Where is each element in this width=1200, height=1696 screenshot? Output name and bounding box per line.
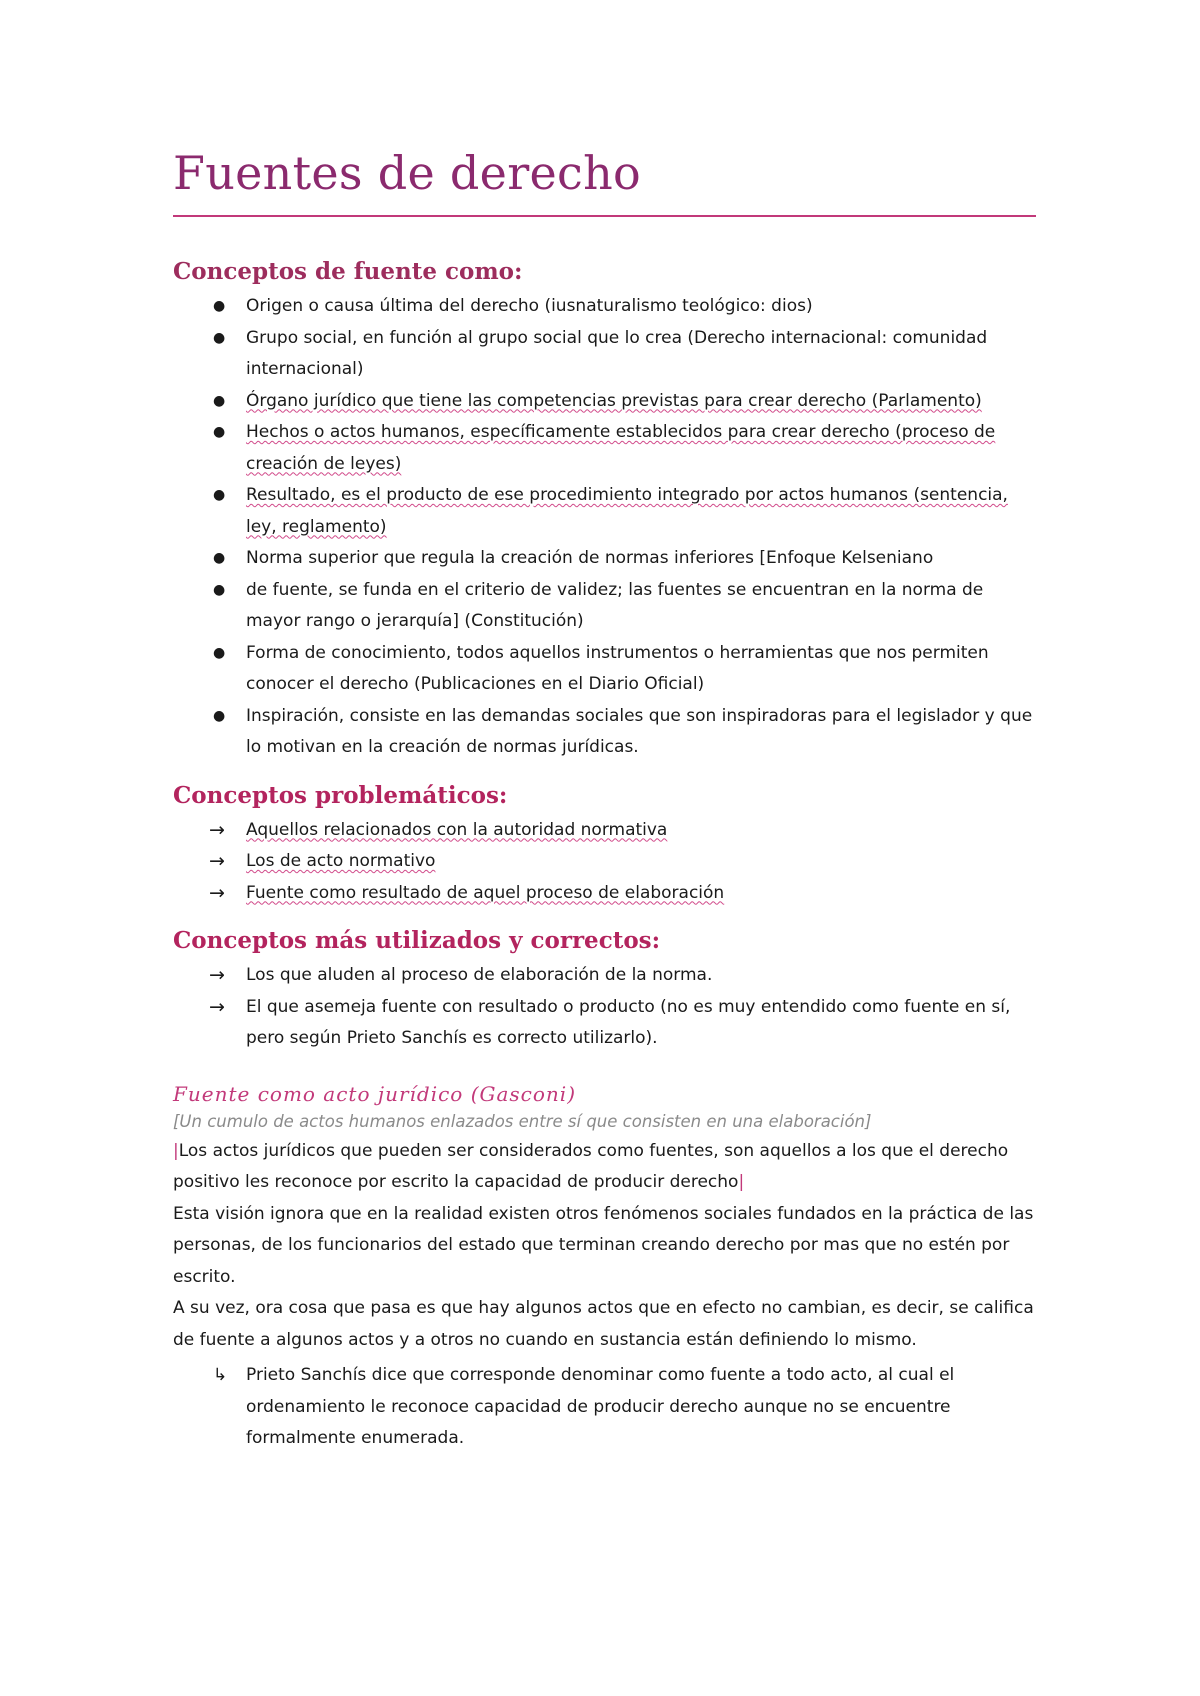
list-item [173,480,1036,543]
list-item [173,417,1036,480]
mas-utilizados-list [173,960,1036,1055]
arrow-icon: → [209,995,225,1018]
list-item [173,575,1036,638]
list-item [173,960,1036,992]
conceptos-fuente-list [173,291,1036,764]
list-item-text: de fuente, se funda en el criterio de validez; las fuentes se encuentran en la norma de mayor rango o jerarquía] (Constitución) [246,579,984,631]
list-item-text: Origen o causa última del derecho (iusnaturalismo teológico: dios) [246,296,813,316]
list-item-text: El que asemeja fuente con resultado o producto (no es muy entendido como fuente en sí, pero según Prieto Sanchís es correcto utilizarlo). [246,996,1011,1048]
bar-close: | [738,1172,745,1192]
list-item [173,323,1036,386]
highlighted-paragraph [173,1136,1036,1199]
arrow-icon: → [209,850,225,872]
list-item [173,992,1036,1055]
highlight-text: Los actos jurídicos que pueden ser considerados como fuentes, son aquellos a los que el derecho positivo les reconoce por escrito la capacidad de producir derecho [173,1140,1009,1192]
list-item-text: Los de acto normativo [246,851,436,871]
section-heading-mas-utilizados: Conceptos más utilizados y correctos: [173,927,661,954]
list-item [173,701,1036,764]
list-item [173,543,1036,575]
list-item-text: Forma de conocimiento, todos aquellos instrumentos o herramientas que nos permiten conocer el derecho (Publicaciones en el Diario Oficial) [246,642,989,694]
return-arrow-icon: ↳ [213,1365,228,1385]
list-item-text: Hechos o actos humanos, específicamente establecidos para crear derecho (proceso de creación de leyes) [246,422,996,474]
hook-list [173,1360,1036,1455]
bullet-icon: ● [213,298,226,314]
section-subtitle: [Un cumulo de actos humanos enlazados entre sí que consisten en una elaboración] [173,1111,872,1131]
section-heading-problematicos: Conceptos problemáticos: [173,781,508,809]
list-item [173,1360,1036,1455]
list-item [173,638,1036,701]
arrow-icon: → [209,964,225,986]
bullet-icon: ● [213,392,226,409]
arrow-icon: → [209,818,225,841]
list-item-text: Fuente como resultado de aquel proceso de elaboración [246,882,725,903]
list-item [173,386,1036,418]
bar-open: | [173,1140,179,1161]
list-item [173,878,1036,910]
list-item-text: Norma superior que regula la creación de normas inferiores [Enfoque Kelseniano [246,548,934,568]
problematicos-list [173,815,1036,910]
section-heading-acto-juridico: Fuente como acto jurídico (Gasconi) [173,1081,576,1106]
bullet-icon: ● [213,644,226,661]
list-item-text: Prieto Sanchís dice que corresponde denominar como fuente a todo acto, al cual el ordenamiento le reconoce capacidad de producir derecho aunque no se encuentre formalmente enumerada. [246,1365,955,1448]
list-item-text: Los que aluden al proceso de elaboración de la norma. [246,965,713,985]
bullet-icon: ● [213,550,226,566]
list-item [173,291,1036,323]
list-item-text: Aquellos relacionados con la autoridad normativa [246,819,668,840]
list-item [173,815,1036,847]
bullet-icon: ● [213,581,226,598]
list-item-text: Grupo social, en función al grupo social que lo crea (Derecho internacional: comunidad internacional) [246,327,988,379]
document-page [173,142,1036,1455]
list-item [173,846,1036,878]
arrow-icon: → [209,881,225,904]
bullet-icon: ● [213,487,226,503]
list-item-text: Resultado, es el producto de ese procedimiento integrado por actos humanos (sentencia, ley, reglamento) [246,485,1008,537]
bullet-icon: ● [213,707,226,724]
paragraph: A su vez, ora cosa que pasa es que hay algunos actos que en efecto no cambian, es decir, se califica de fuente a algunos actos y a otros no cuando en sustancia están definiendo lo mismo. [173,1298,1034,1350]
paragraph: Esta visión ignora que en la realidad existen otros fenómenos sociales fundados en la práctica de las personas, de los funcionarios del estado que terminan creando derecho por mas que no estén por escrito. [173,1203,1034,1287]
list-item-text: Órgano jurídico que tiene las competencias previstas para crear derecho (Parlamento) [246,390,982,411]
title-underline [173,215,1036,217]
bullet-icon: ● [213,424,226,440]
list-item-text: Inspiración, consiste en las demandas sociales que son inspiradoras para el legislador y que lo motivan en la creación de normas jurídicas. [246,705,1033,757]
section-heading-conceptos-fuente: Conceptos de fuente como: [173,258,523,285]
bullet-icon: ● [213,329,226,346]
document-title: Fuentes de derecho [173,146,641,200]
